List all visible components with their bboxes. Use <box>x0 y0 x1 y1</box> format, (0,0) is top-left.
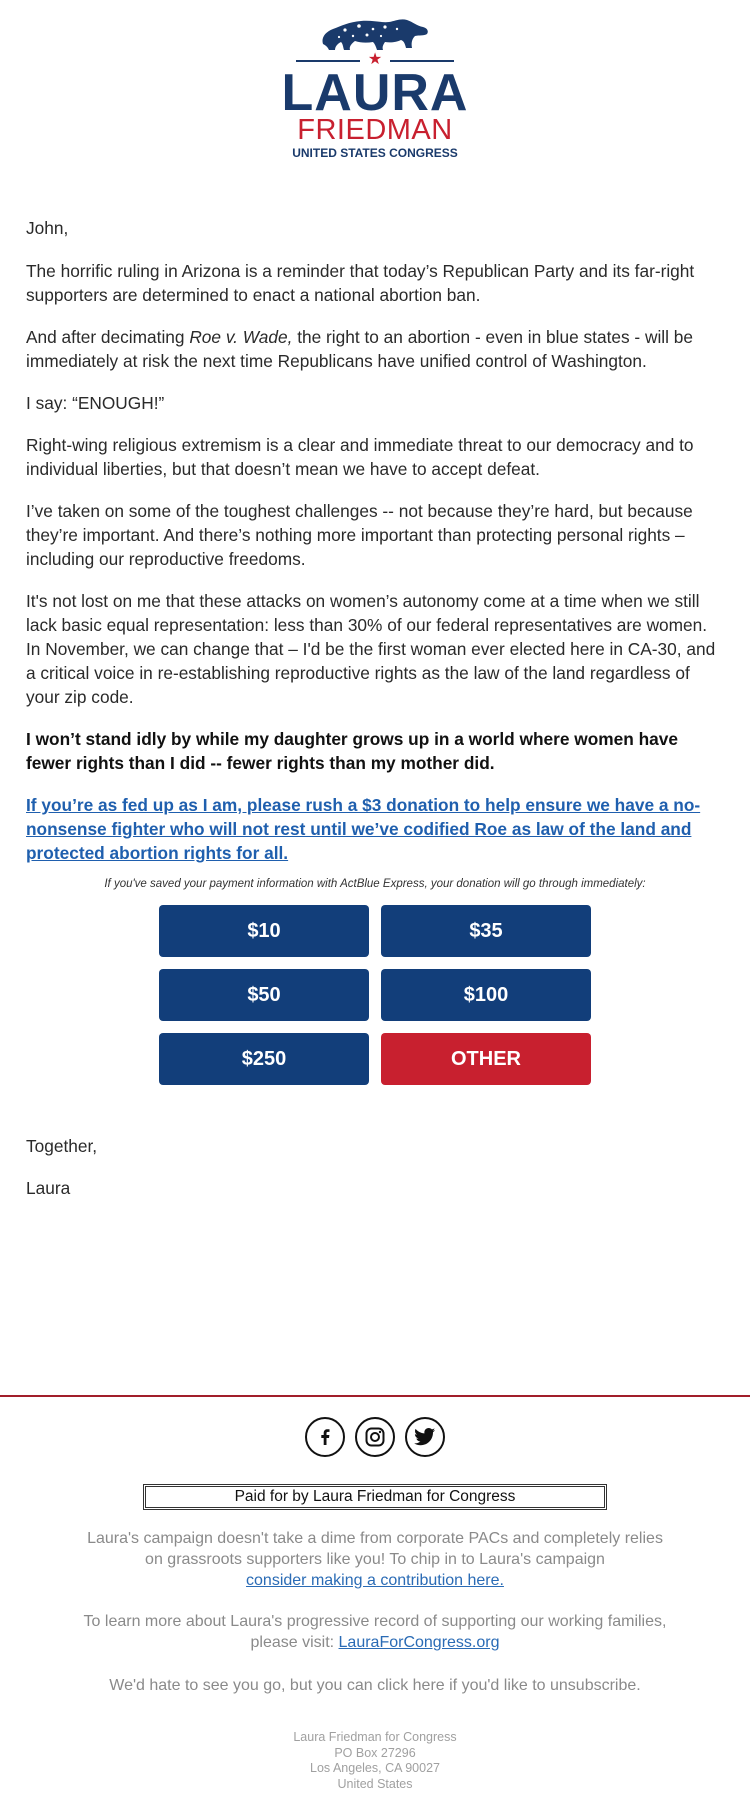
contribution-link[interactable]: consider making a contribution here. <box>246 1572 504 1589</box>
star-icon: ★ <box>367 51 383 68</box>
instagram-icon[interactable] <box>355 1417 395 1457</box>
greeting: John, <box>26 218 69 238</box>
campaign-logo <box>0 14 750 160</box>
donate-50-button[interactable]: $50 <box>159 969 369 1021</box>
california-bear-icon <box>315 14 435 54</box>
footer-divider <box>0 1395 750 1397</box>
paragraph <box>26 325 726 373</box>
roe-v-wade-italic: Roe v. Wade, <box>189 327 293 347</box>
logo-last-name: FRIEDMAN <box>297 114 453 146</box>
address-line: Laura Friedman for Congress <box>293 1730 457 1744</box>
logo-first-name: LAURA <box>281 64 469 122</box>
footer-learn-more-text <box>80 1611 670 1653</box>
paragraph: Right-wing religious extremism is a clear and immediate threat to our democracy and to individual liberties, but that doesn’t mean we have to accept defeat. <box>26 435 694 479</box>
logo-divider <box>296 51 454 68</box>
actblue-express-note: If you've saved your payment information with ActBlue Express, your donation will go through immediately: <box>104 878 646 890</box>
paragraph: I say: “ENOUGH!” <box>26 393 165 413</box>
donate-cta-link[interactable]: If you’re as fed up as I am, please rush a $3 donation to help ensure we have a no-nonsense fighter who will not rest until we’ve codified Roe as law of the land and protected abortion rights for all. <box>26 795 701 863</box>
paragraph: The horrific ruling in Arizona is a reminder that today’s Republican Party and its far-right supporters are determined to enact a national abortion ban. <box>26 261 695 305</box>
paragraph-text: And after decimating <box>26 327 190 347</box>
cta-paragraph <box>26 793 726 865</box>
donate-35-button[interactable]: $35 <box>381 905 591 957</box>
address-line: Los Angeles, CA 90027 <box>310 1761 440 1775</box>
signature-name: Laura <box>26 1178 71 1198</box>
mailing-address <box>0 1730 750 1792</box>
signoff <box>26 1134 97 1218</box>
facebook-icon[interactable] <box>305 1417 345 1457</box>
donate-10-button[interactable]: $10 <box>159 905 369 957</box>
unsubscribe-text[interactable]: We'd hate to see you go, but you can click here if you'd like to unsubscribe. <box>109 1677 641 1694</box>
paragraph-text: the right to an abortion - even in blue states - will be immediately at risk the next time Republicans have unified control of Washington. <box>26 327 693 371</box>
footer-text: To learn more about Laura's progressive record of supporting our working families, please visit: <box>83 1613 667 1651</box>
logo-subtitle: UNITED STATES CONGRESS <box>292 146 458 160</box>
paid-for-disclaimer: Paid for by Laura Friedman for Congress <box>143 1484 607 1510</box>
donate-other-button[interactable]: OTHER <box>381 1033 591 1085</box>
donate-250-button[interactable]: $250 <box>159 1033 369 1085</box>
paragraph: It's not lost on me that these attacks on women’s autonomy come at a time when we still lack basic equal representation: less than 30% of our federal representatives are women. In November, we can change that – I'd be the first woman ever elected here in CA-30, and a critical voice in re-establishing reproductive rights as the law of the land regardless of your zip code. <box>26 591 716 707</box>
address-line: PO Box 27296 <box>334 1745 416 1760</box>
twitter-icon[interactable] <box>405 1417 445 1457</box>
donate-100-button[interactable]: $100 <box>381 969 591 1021</box>
letter-content <box>26 216 726 879</box>
address-line: United States <box>337 1776 413 1791</box>
bold-statement: I won’t stand idly by while my daughter grows up in a world where women have fewer rights than I did -- fewer rights than my mother did. <box>26 729 678 773</box>
social-links <box>0 1417 750 1457</box>
footer-grassroots-text <box>80 1528 670 1591</box>
paragraph: I’ve taken on some of the toughest challenges -- not because they’re hard, but because they’re important. And there’s nothing more important than protecting personal rights – including our reproductive freedoms. <box>26 501 693 569</box>
footer-text: Laura's campaign doesn't take a dime from corporate PACs and completely relies on grassroots supporters like you! To chip in to Laura's campaign <box>87 1530 663 1568</box>
website-link[interactable]: LauraForCongress.org <box>338 1634 500 1651</box>
closing: Together, <box>26 1136 98 1156</box>
